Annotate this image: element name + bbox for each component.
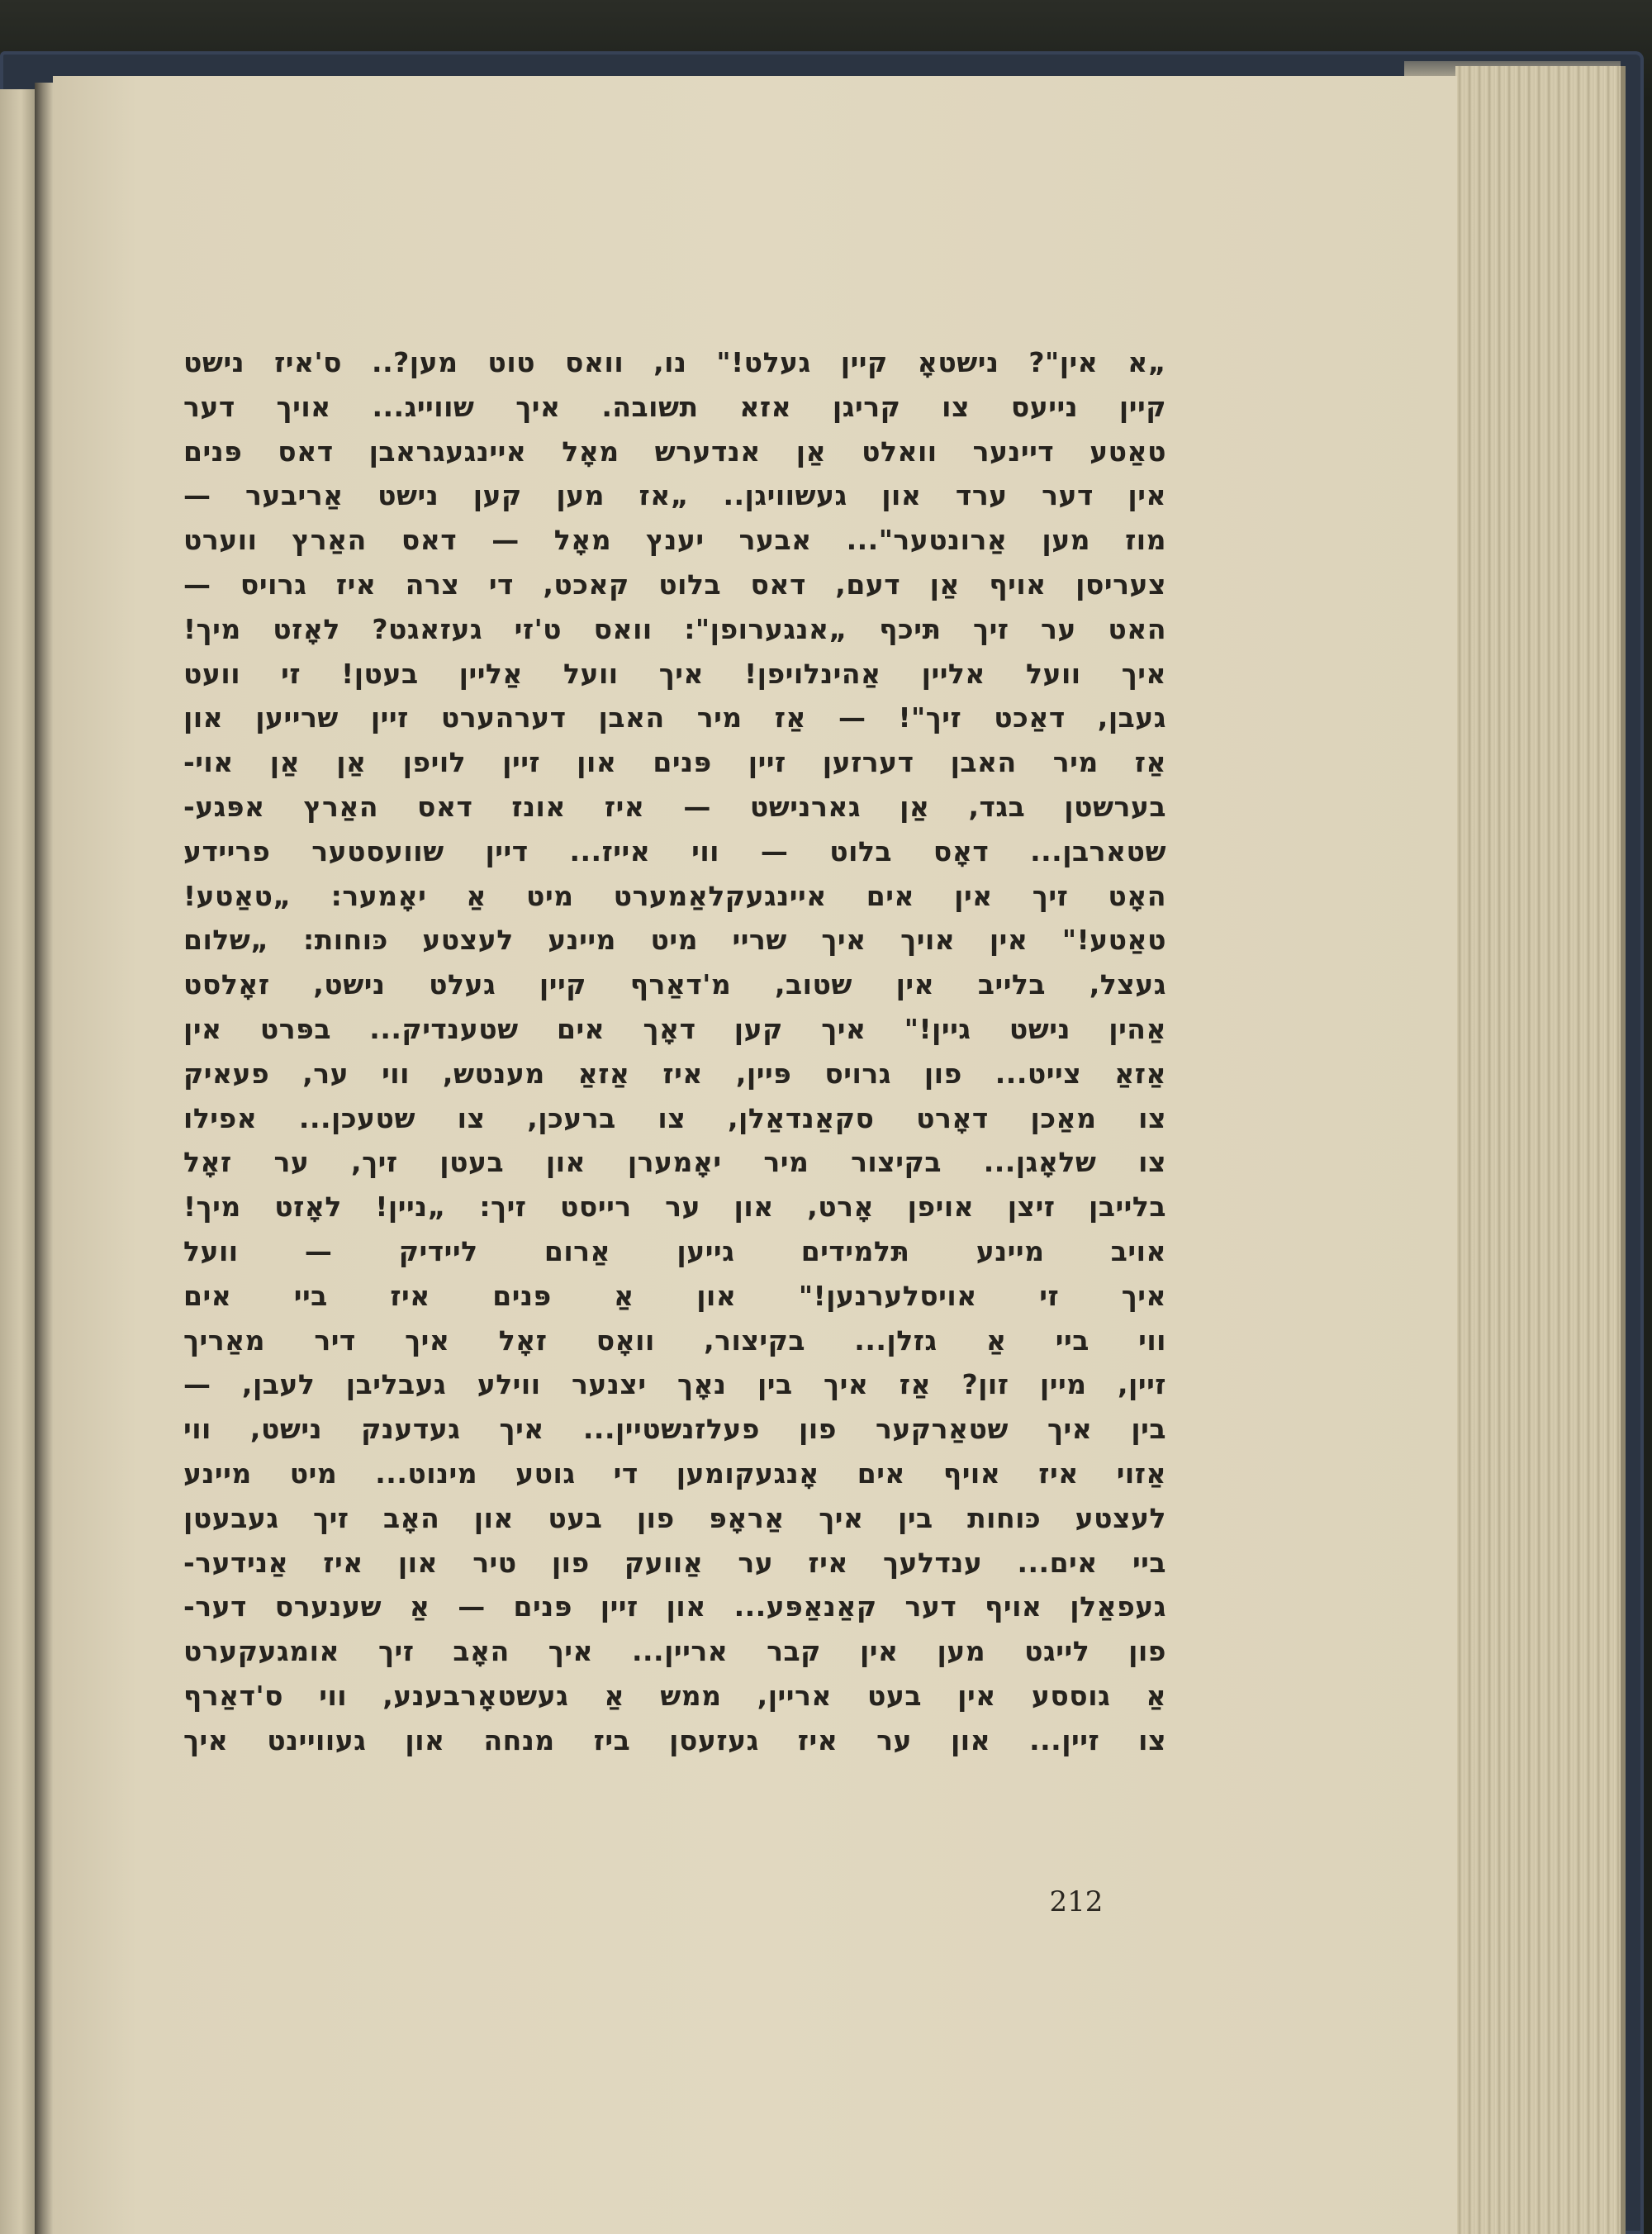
text-line: פון לייגט מען אין קבר אריין... איך האָב זיך אומגעקערט (183, 1635, 1166, 1668)
text-line: איך וועל אליין אַהינלויפן! איך וועל אַליין בעטן! זי וועט (183, 657, 1166, 690)
text-line: זיין, מיין זון? אַז איך בין נאָך יצנער ווילע געבליבן לעבן, — (183, 1368, 1166, 1401)
text-line: „א אין"? נישטאָ קיין געלט!" נו, וואס טוט מען?.. ס'איז נישט (183, 346, 1166, 378)
page-text (183, 340, 1166, 1763)
text-line: בערשטן בגד, אַן גארנישט — איז אונז דאס האַרץ אפּגע- (183, 790, 1166, 823)
text-line: געפאַלן אויף דער קאַנאַפּע... און זיין פּנים — אַ שענערס דער- (183, 1590, 1166, 1623)
left-page-edge (0, 89, 35, 2234)
text-line: צו זיין... און ער איז געזעסן ביז מנחה און געוויינט איך (183, 1723, 1166, 1756)
book-gutter (35, 83, 55, 2234)
text-line: טאַטע דיינער וואלט אַן אנדערש מאָל איינגעגראבן דאס פּנים (183, 435, 1166, 468)
text-line: געצל, בלייב אין שטוב, מ'דאַרף קיין געלט נישט, זאָלסט (183, 968, 1166, 1001)
page-block-edge (1455, 66, 1626, 2234)
text-line: צו מאַכן דאָרט סקאַנדאַלן, צו ברעכן, צו שטעכן... אפילו (183, 1101, 1166, 1134)
text-line: בין איך שטאַרקער פון פעלזנשטיין... איך געדענק נישט, ווי (183, 1413, 1166, 1446)
text-line: צו שלאָגן... בקיצור מיר יאָמערן און בעטן זיך, ער זאָל (183, 1146, 1166, 1179)
text-line: געבן, דאַכט זיך"! — אַז מיר האבן דערהערט זיין שרייען און (183, 701, 1166, 734)
text-line: לעצטע כּוחות בין איך אַראָפּ פון בעט און האָב זיך געבעטן (183, 1501, 1166, 1534)
text-line: אין דער ערד און געשוויגן.. „אז מען קען נישט אַריבער — (183, 479, 1166, 512)
page-number: 212 (1049, 1885, 1104, 1918)
text-line: ביי אים... ענדלעך איז ער אַוועק פון טיר און איז אַנידער- (183, 1546, 1166, 1579)
text-line: מוז מען אַרונטער"... אבער יענץ מאָל — דאס האַרץ ווערט (183, 524, 1166, 557)
text-line: אַזוי איז אויף אים אָנגעקומען די גוטע מינוט... מיט מיינע (183, 1457, 1166, 1490)
text-line: בלייבן זיצן אויפן אָרט, און ער רייסט זיך: „ניין! לאָזט מיך! (183, 1191, 1166, 1224)
text-line: אַ גוססע אין בעט אריין, ממש אַ געשטאָרבענע, ווי ס'דאַרף (183, 1679, 1166, 1712)
text-line: אויב מיינע תּלמידים גייען אַרום ליידיק — וועל (183, 1234, 1166, 1267)
text-line: צעריסן אויף אַן דעם, דאס בלוט קאכט, די צרה איז גרויס — (183, 568, 1166, 601)
text-line: איך זי אויסלערנען!" און אַ פּנים איז ביי אים (183, 1279, 1166, 1312)
text-line: שטארבן... דאָס בלוט — ווי אייז... דיין שוועסטער פריידע (183, 834, 1166, 867)
text-line: אַז מיר האבן דערזען זיין פּנים און זיין לויפן אַן אַן אוי- (183, 746, 1166, 779)
text-line: האָט זיך אין אים איינגעקלאַמערט מיט אַ יאָמער: „טאַטע! (183, 879, 1166, 912)
text-line: ווי ביי אַ גזלן... בקיצור, וואָס זאָל איך דיר מאַריך (183, 1324, 1166, 1357)
text-line: טאַטע!" אין אויך איך שריי מיט מיינע לעצטע כּוחות: „שלום (183, 924, 1166, 957)
text-line: קיין נייעס צו קריגן אזא תשובה. איך שווייג... אויך דער (183, 390, 1166, 423)
text-line: האט ער זיך תּיכף „אנגערופן": וואס ט'זי געזאגט? לאָזט מיך! (183, 612, 1166, 645)
text-line: אַזאַ צייט... פון גרויס פּיין, איז אַזאַ מענטש, ווי ער, פעאיק (183, 1057, 1166, 1090)
text-line: אַהין נישט גיין!" איך קען דאָך אים שטענדיק... בפּרט אין (183, 1012, 1166, 1045)
